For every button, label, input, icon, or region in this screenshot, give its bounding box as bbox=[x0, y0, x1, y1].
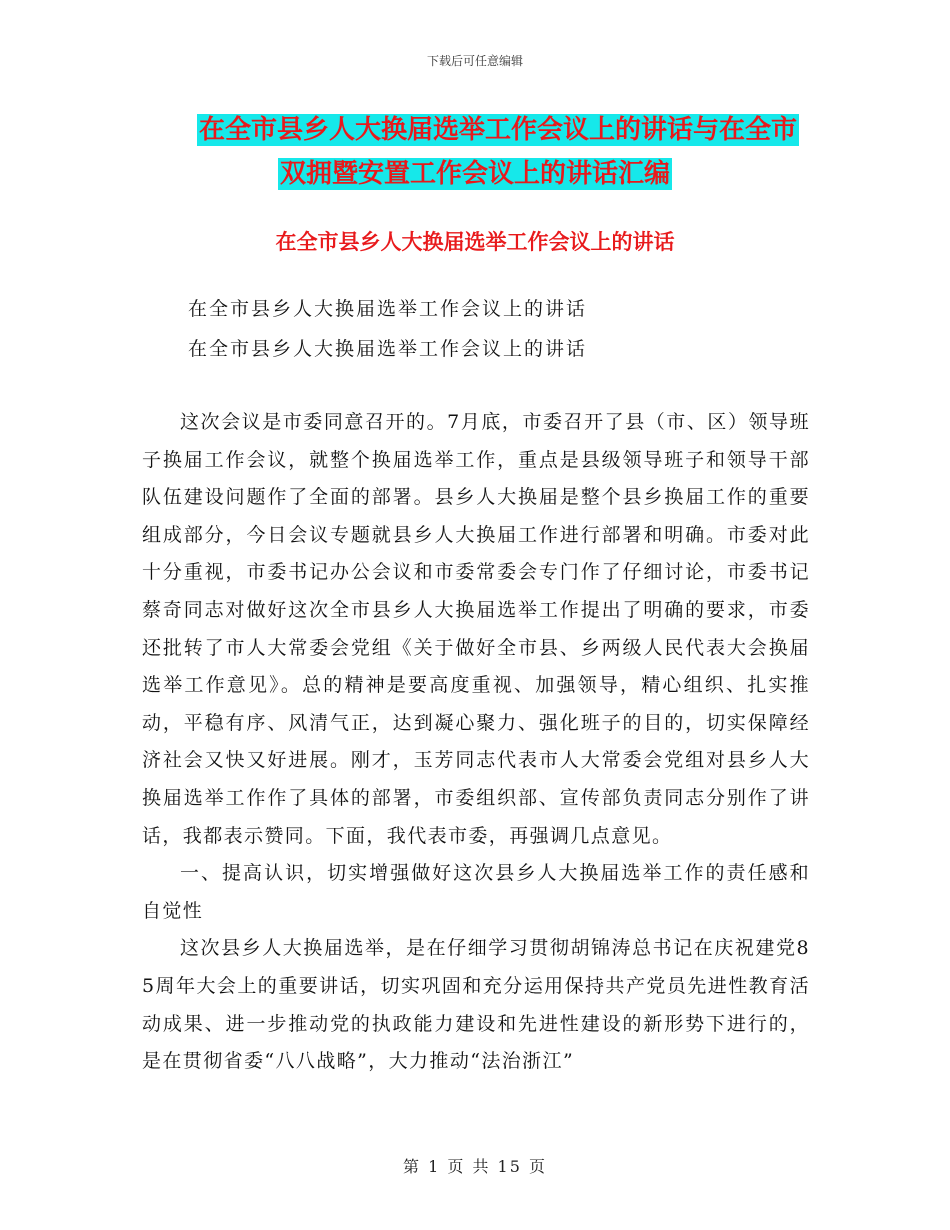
paragraph-1: 这次会议是市委同意召开的。7月底，市委召开了县（市、区）领导班子换届工作会议，就整个换届选举工作，重点是县级领导班子和领导干部队伍建设问题作了全面的部署。县乡人大换届是整个县乡换届工作的重要组成部分，今日会议专题就县乡人大换届工作进行部署和明确。市委对此十分重视，市委书记办公会议和市委常委会专门作了仔细讨论，市委书记蔡奇同志对做好这次全市县乡人大换届选举工作提出了明确的要求，市委还批转了市人大常委会党组《关于做好全市县、乡两级人民代表大会换届选举工作意见》。总的精神是要高度重视、加强领导，精心组织、扎实推动，平稳有序、风清气正，达到凝心聚力、强化班子的目的，切实保障经济社会又快又好进展。刚才，玉芳同志代表市人大常委会党组对县乡人大换届选举工作作了具体的部署，市委组织部、宣传部负责同志分别作了讲话，我都表示赞同。下面，我代表市委，再强调几点意见。 bbox=[142, 411, 810, 847]
paragraph-3: 这次县乡人大换届选举，是在仔细学习贯彻胡锦涛总书记在庆祝建党85周年大会上的重要讲话，切实巩固和充分运用保持共产党员先进性教育活动成果、进一步推动党的执政能力建设和先进性建设的新形势下进行的，是在贯彻省委“八八战略”，大力推动“法治浙江” bbox=[142, 937, 810, 1073]
subtitle-1: 在全市县乡人大换届选举工作会议上的讲话 bbox=[188, 298, 588, 320]
main-title-line-1 bbox=[0, 112, 950, 148]
paragraph-2-heading: 一、提高认识，切实增强做好这次县乡人大换届选举工作的责任感和自觉性 bbox=[142, 862, 810, 922]
body-text bbox=[142, 404, 810, 1081]
main-title-line-2 bbox=[0, 156, 950, 192]
subtitle-2: 在全市县乡人大换届选举工作会议上的讲话 bbox=[188, 338, 588, 360]
section-title: 在全市县乡人大换届选举工作会议上的讲话 bbox=[275, 230, 675, 254]
main-title-line-2-text: 双拥暨安置工作会议上的讲话汇编 bbox=[279, 159, 670, 189]
page-footer: 第 1 页 共 15 页 bbox=[403, 1157, 547, 1176]
header-note: 下载后可任意编辑 bbox=[426, 54, 523, 68]
main-title-line-1-text: 在全市县乡人大换届选举工作会议上的讲话与在全市 bbox=[198, 115, 797, 145]
